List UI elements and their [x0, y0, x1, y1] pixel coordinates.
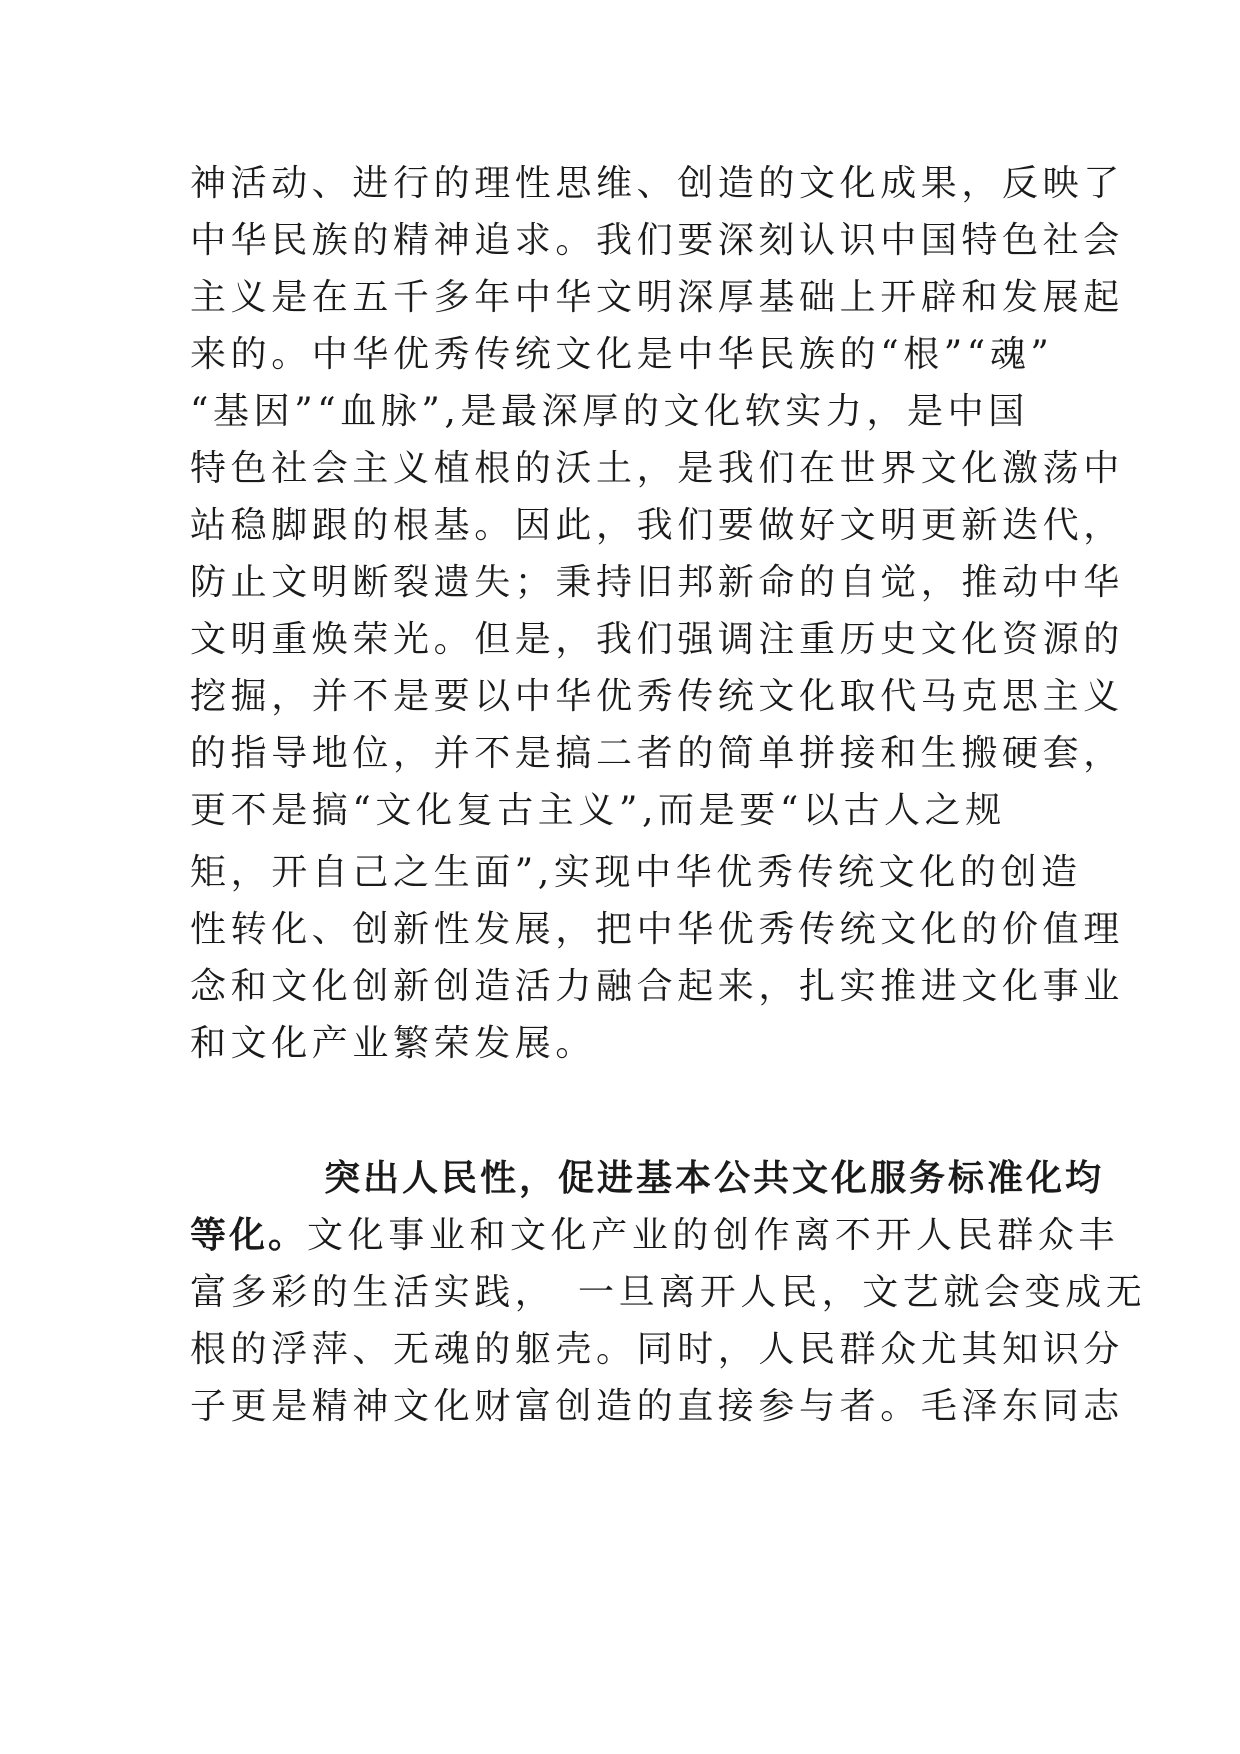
paragraph-line: 特色社会主义植根的沃土，是我们在世界文化激荡中 — [190, 448, 1124, 489]
paragraph-text: 文化事业和文化产业的创作离不开人民群众丰 — [307, 1215, 1120, 1256]
paragraph-line: 神活动、进行的理性思维、创造的文化成果，反映了 — [190, 163, 1124, 204]
paragraph-line: 文明重焕荣光。但是，我们强调注重历史文化资源的 — [190, 619, 1124, 660]
paragraph-line: 念和文化创新创造活力融合起来，扎实推进文化事业 — [190, 966, 1124, 1007]
paragraph-line: 的指导地位，并不是搞二者的简单拼接和生搬硬套， — [190, 733, 1124, 774]
paragraph-line: “基因”“血脉”,是最深厚的文化软实力，是中国 — [190, 391, 1029, 432]
paragraph-line: 来的。中华优秀传统文化是中华民族的“根”“魂” — [190, 334, 1054, 375]
paragraph-line: 富多彩的生活实践， 一旦离开人民，文艺就会变成无 — [190, 1272, 1147, 1313]
section-heading: 突出人民性，促进基本公共文化服务标准化均 — [324, 1158, 1105, 1199]
paragraph-line — [190, 1214, 1120, 1258]
section-heading-continuation: 等化。 — [190, 1215, 308, 1256]
paragraph-line: 站稳脚跟的根基。因此，我们要做好文明更新迭代， — [190, 505, 1124, 546]
paragraph-line: 矩，开自己之生面”,实现中华优秀传统文化的创造 — [190, 852, 1082, 893]
paragraph-line: 性转化、创新性发展，把中华优秀传统文化的价值理 — [190, 909, 1124, 950]
paragraph-line: 主义是在五千多年中华文明深厚基础上开辟和发展起 — [190, 277, 1124, 318]
paragraph-line: 挖掘，并不是要以中华优秀传统文化取代马克思主义 — [190, 676, 1124, 717]
paragraph-line: 更不是搞“文化复古主义”,而是要“以古人之规 — [190, 790, 1006, 831]
paragraph-line: 防止文明断裂遗失；秉持旧邦新命的自觉，推动中华 — [190, 562, 1124, 603]
paragraph-line: 中华民族的精神追求。我们要深刻认识中国特色社会 — [190, 220, 1124, 261]
paragraph-line: 根的浮萍、无魂的躯壳。同时，人民群众尤其知识分 — [190, 1329, 1124, 1370]
paragraph-line: 和文化产业繁荣发展。 — [190, 1023, 597, 1064]
paragraph-line: 子更是精神文化财富创造的直接参与者。毛泽东同志 — [190, 1386, 1124, 1427]
